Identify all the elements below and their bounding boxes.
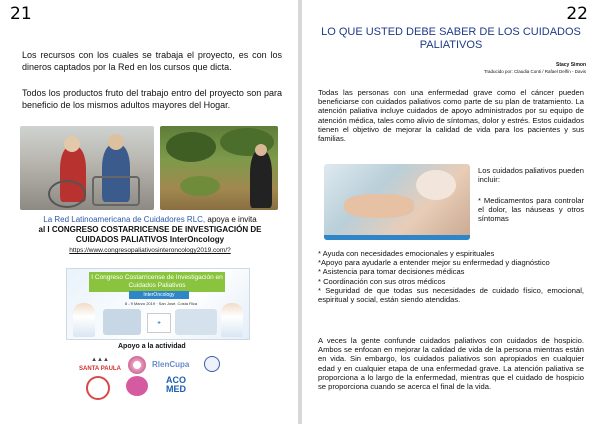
patient-face-shape	[416, 170, 456, 200]
poster-subtitle: InterOncology	[129, 291, 189, 299]
paragraph-intro: Todas las personas con una enfermedad grave como el cáncer pueden beneficiarse con cuidados paliativos como parte de su plan de tratamiento. La atención paliativa incluye cuidados de apoyo administrados por su equipo de atención médica, tales como alivio de síntomas, dolor y estrés. Estos cuidados tienen el objetivo de mejorar la calidad de vida para los pacientes y sus familias.	[318, 88, 584, 144]
article-author: Stacy Simon	[555, 62, 586, 68]
list-item: * Coordinación con sus otros médicos	[318, 276, 446, 286]
page-number-right: 22	[566, 4, 588, 24]
caption-line2: al I CONGRESO COSTARRICENSE DE INVESTIGACIÓN DE	[38, 225, 262, 234]
logo-association-seal	[204, 356, 220, 372]
paragraph-resources: Los recursos con los cuales se trabaja el proyecto, es con los dineros captados por la Red en los cursos que dicta.	[22, 50, 282, 72]
caption-line1-rest: apoya e invita	[205, 215, 257, 224]
photo-holding-hands	[324, 164, 470, 240]
caption-org-name: La Red Latinoamericana de Cuidadores RLC,	[43, 215, 206, 224]
photo-elderly-residents	[20, 126, 154, 210]
list-item: * Seguridad de que todas sus necesidades de cuidado físico, emocional, espiritual y social, están siendo atendidas.	[318, 285, 584, 305]
article-translator: Traducido por: Claudia Conti / Rafael Delfín - Davis	[483, 69, 586, 74]
photo-garden-visit	[160, 126, 278, 210]
support-label: Apoyo a la actividad	[118, 343, 186, 350]
right-page	[302, 0, 600, 424]
photo-blue-strip	[324, 235, 470, 240]
list-item: *Apoyo para ayudarle a entender mejor su enfermedad y diagnóstico	[318, 258, 550, 268]
logo-heart-circle	[128, 356, 146, 374]
poster-logo: ✚	[147, 313, 171, 333]
list-item: * Asistencia para tomar decisiones médicas	[318, 267, 465, 277]
caption-line3: CUIDADOS PALIATIVOS InterOncology	[75, 235, 225, 244]
paragraph-products: Todos los productos fruto del trabajo entro del proyecto son para beneficio de los mismos adultos mayores del Hogar.	[22, 88, 282, 110]
left-page	[0, 0, 298, 424]
logo-rlencupa: RlenCupa	[152, 360, 190, 369]
article-title: LO QUE USTED DEBE SABER DE LOS CUIDADOS PALIATIVOS	[321, 26, 581, 51]
care-list	[318, 249, 584, 304]
congress-url-link[interactable]: https://www.congresopaliativosinteroncology2019.com/?	[69, 247, 231, 254]
logo-acomed: ACO MED	[166, 375, 186, 394]
logo-heart-ribbon	[86, 376, 110, 400]
side-item-medications: * Medicamentos para controlar el dolor, las náuseas y otros síntomas	[478, 196, 584, 224]
doctor-figure-left	[73, 303, 95, 337]
hands-shape	[344, 194, 414, 218]
poster-hands-image	[103, 309, 141, 335]
side-intro: Los cuidados paliativos pueden incluir:	[478, 166, 584, 185]
photo-caption	[20, 215, 280, 256]
poster-dates: 8 - 9 Marzo 2019 · San José, Costa Rica	[124, 301, 198, 306]
poster-title: I Congreso Costarricense de Investigación en Cuidados Paliativos	[89, 272, 225, 292]
poster-doctor-image	[175, 309, 217, 335]
page-number-left: 21	[10, 4, 32, 24]
congress-poster	[66, 268, 250, 340]
logo-santa-paula: ▲▲▲ SANTA PAULA	[79, 357, 121, 372]
list-item: * Ayuda con necesidades emocionales y espirituales	[318, 249, 495, 258]
doctor-figure-right	[221, 303, 243, 337]
paragraph-hospice: A veces la gente confunde cuidados paliativos con cuidados de hospicio. Ambos se enfocan en mejorar la calidad de vida de la persona mientras están en vida. Sin embargo, los cuidados paliativos son apropiados en cualquier edad y en cualquier etapa de una enfermedad grave. La atención paliativa se proporciona a lo largo de la enfermedad, mientras que el cuidado de hospicio se proporciona cuando se acerca el final de la vida.	[318, 336, 584, 392]
logo-pink-ribbon	[126, 376, 148, 396]
